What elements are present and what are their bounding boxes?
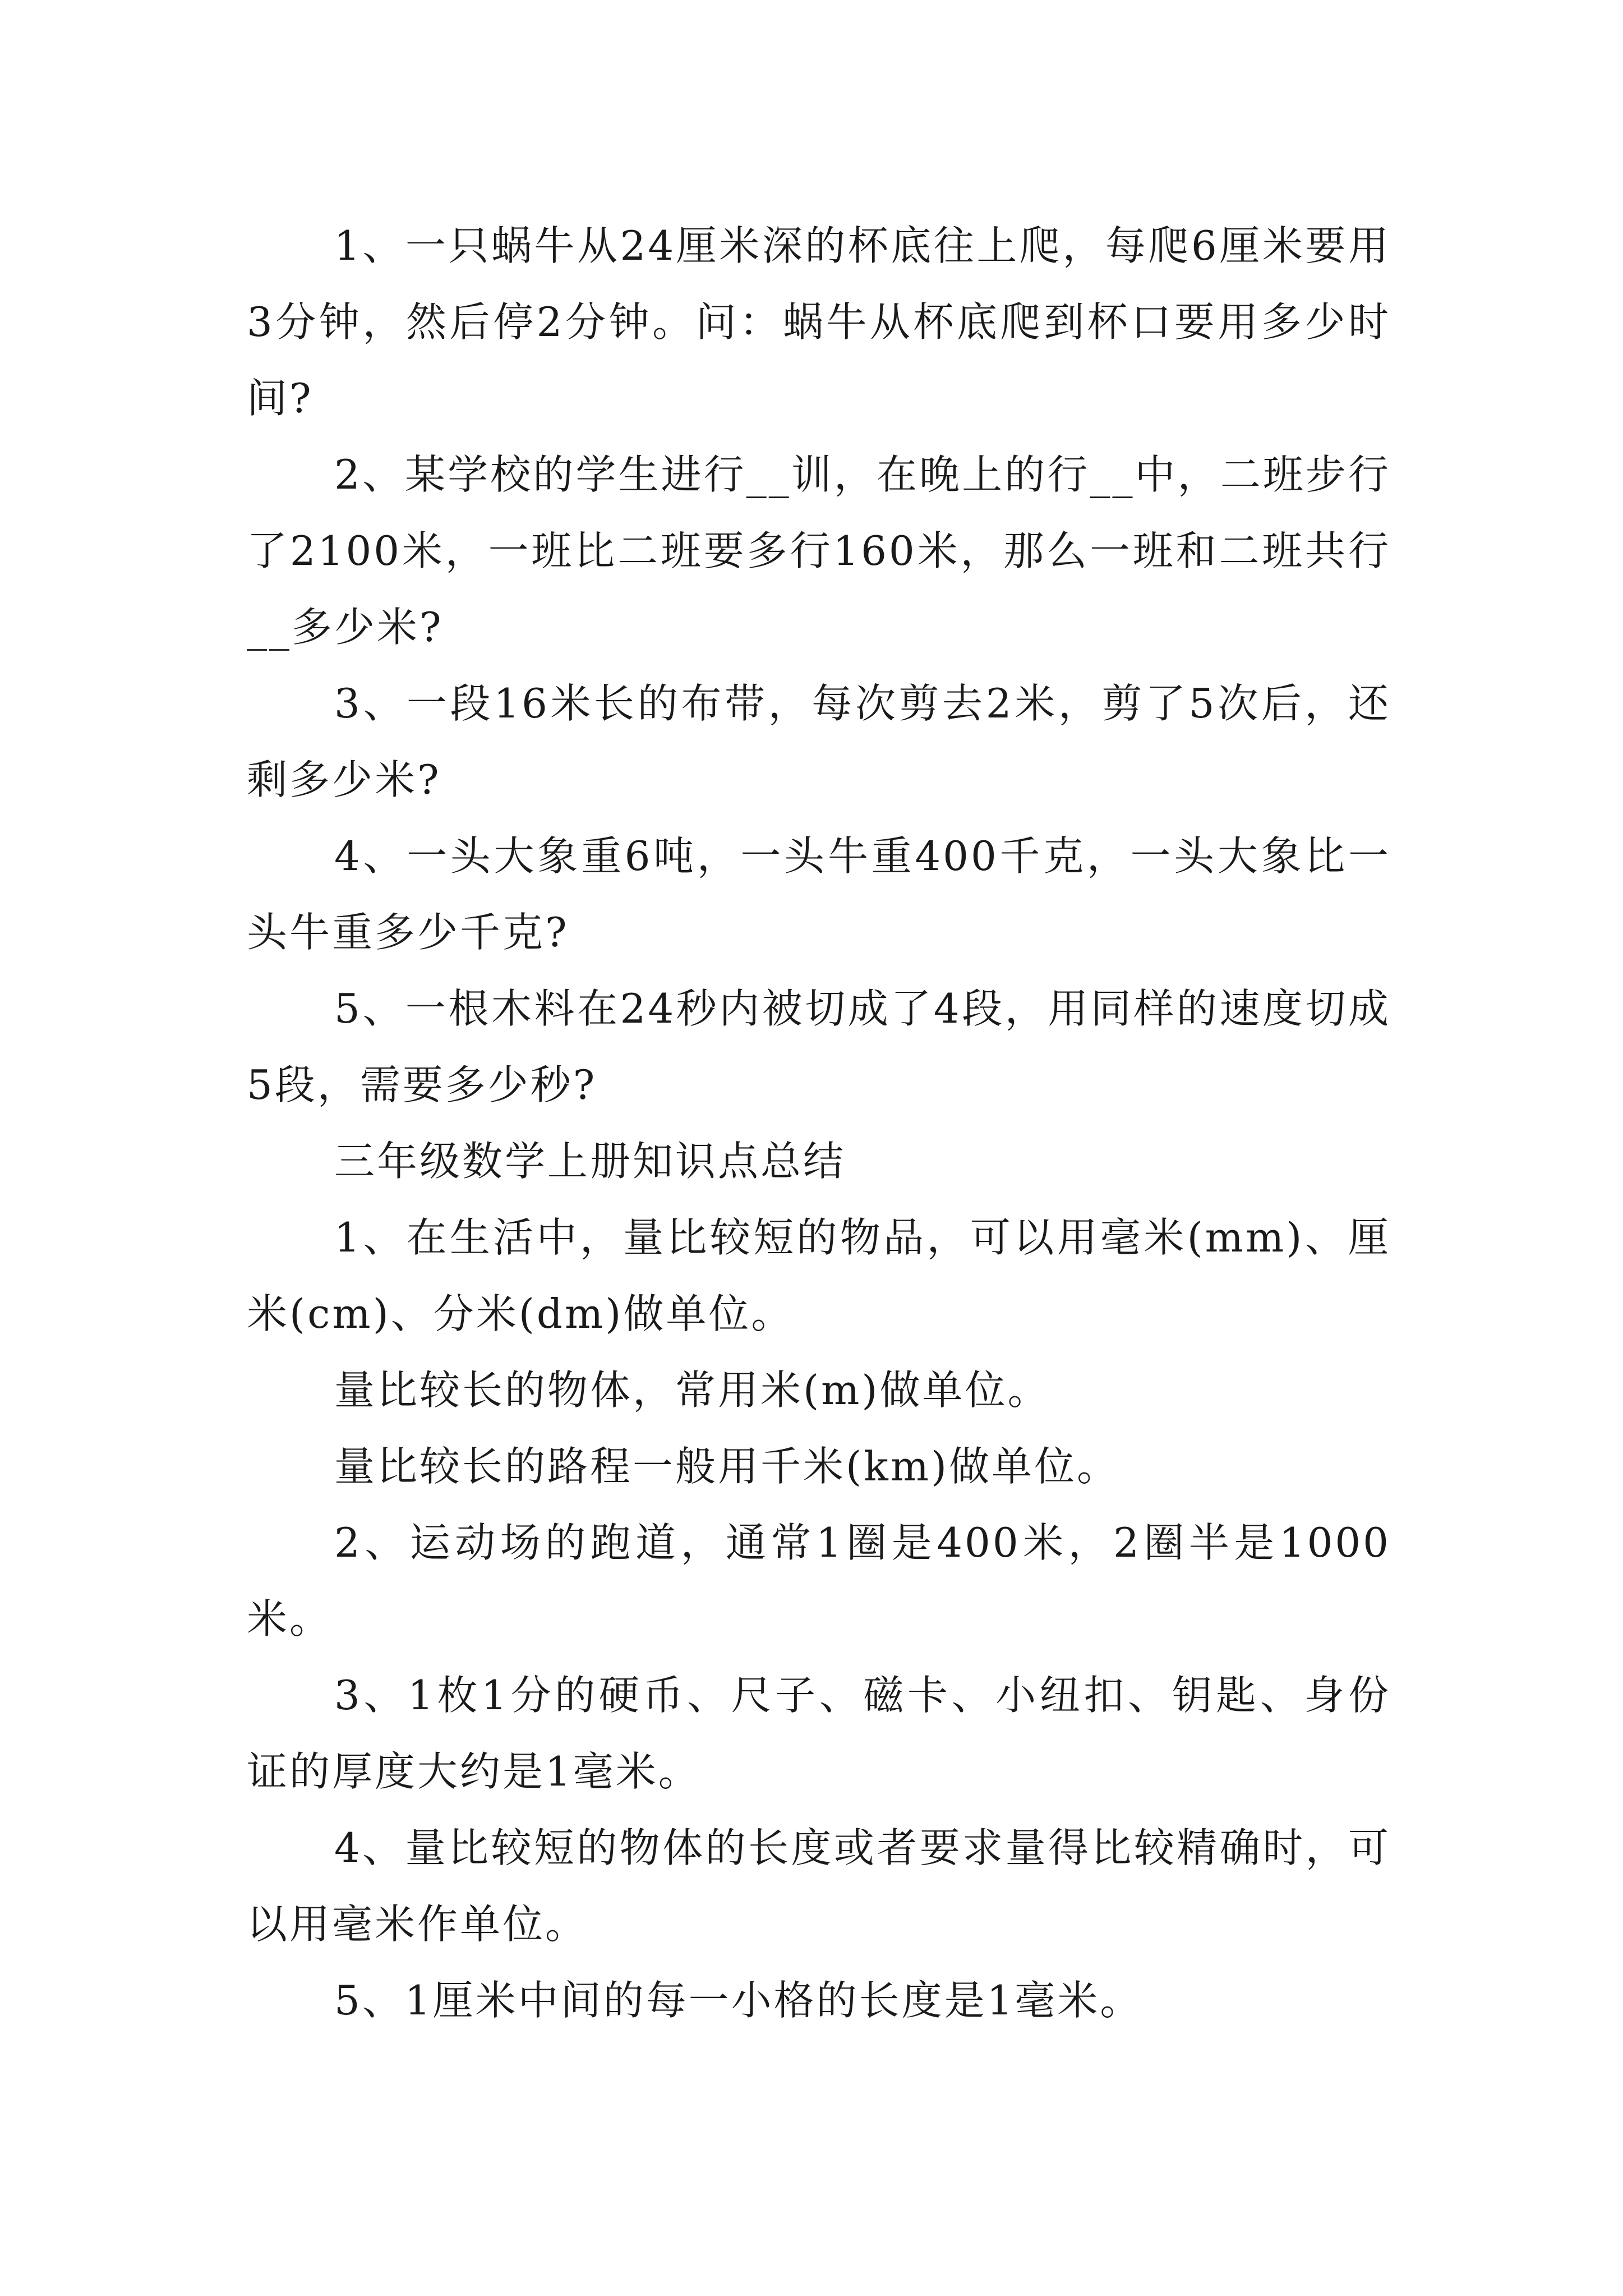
problem-3-ribbon: 3、一段16米长的布带，每次剪去2米，剪了5次后，还剩多少米? bbox=[247, 680, 1391, 803]
point-4-millimeter: 4、量比较短的物体的长度或者要求量得比较精确时，可以用毫米作单位。 bbox=[247, 1824, 1391, 1948]
problem-2-march: 2、某学校的学生进行__训，在晚上的行__中，二班步行了2100米，一班比二班要多行160米，那么一班和二班共行__多少米? bbox=[247, 451, 1391, 651]
point-1-kilometer: 量比较长的路程一般用千米(km)做单位。 bbox=[334, 1443, 1120, 1490]
problem-5-wood: 5、一根木料在24秒内被切成了4段，用同样的速度切成5段，需要多少秒? bbox=[247, 985, 1391, 1108]
point-1-meter: 量比较长的物体，常用米(m)做单位。 bbox=[334, 1366, 1050, 1414]
problem-1-snail: 1、一只蜗牛从24厘米深的杯底往上爬，每爬6厘米要用3分钟，然后停2分钟。问：蜗牛从杯底爬到杯口要用多少时间? bbox=[247, 222, 1391, 422]
point-5-grid: 5、1厘米中间的每一小格的长度是1毫米。 bbox=[334, 1977, 1143, 2024]
point-3-thickness: 3、1枚1分的硬币、尺子、磁卡、小纽扣、钥匙、身份证的厚度大约是1毫米。 bbox=[247, 1672, 1391, 1795]
point-2-track: 2、运动场的跑道，通常1圈是400米，2圈半是1000米。 bbox=[247, 1519, 1391, 1642]
section-heading: 三年级数学上册知识点总结 bbox=[334, 1138, 846, 1185]
document-body bbox=[247, 208, 1391, 2039]
problem-4-elephant: 4、一头大象重6吨，一头牛重400千克，一头大象比一头牛重多少千克? bbox=[247, 832, 1391, 956]
point-1-units: 1、在生活中，量比较短的物品，可以用毫米(mm)、厘米(cm)、分米(dm)做单位。 bbox=[247, 1214, 1391, 1337]
